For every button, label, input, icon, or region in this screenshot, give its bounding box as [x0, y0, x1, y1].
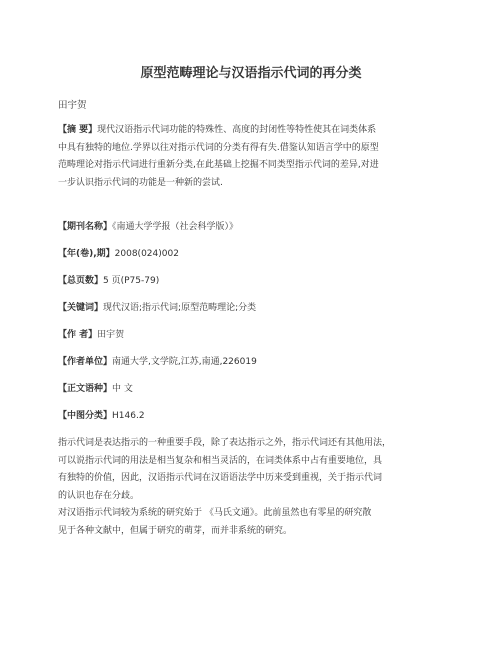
- field-classification: [58, 408, 448, 426]
- field-value: H146.2: [112, 411, 145, 421]
- field-value: 《南通大学学报（社会科学版）》: [112, 222, 239, 232]
- page-title: 原型范畴理论与汉语指示代词的再分类: [140, 66, 362, 81]
- body-text: [58, 435, 453, 540]
- field-value: 田宇贺: [97, 330, 125, 340]
- field-label: 【关键词】: [58, 303, 104, 313]
- field-label: 【年(卷),期】: [58, 249, 115, 259]
- field-value: 中 文: [112, 384, 133, 394]
- field-year-volume-issue: [58, 246, 448, 264]
- body-line: 指示代词是表达指示的一种重要手段，除了表达指示之外，指示代词还有其他用法，: [58, 438, 392, 448]
- field-label: 【中图分类】: [58, 411, 113, 421]
- field-language: [58, 381, 448, 399]
- field-total-pages: [58, 273, 448, 291]
- field-value: 现代汉语;指示代词;原型范畴理论;分类: [103, 303, 257, 313]
- body-line: 有独特的价值，因此，汉语指示代词在汉语语法学中历来受到重视，关于指示代词: [58, 473, 383, 483]
- abstract-line: 范畴理论对指示代词进行重新分类,在此基础上挖掘不同类型指示代词的差异,对进: [58, 160, 379, 170]
- field-label: 【期刊名称】: [58, 222, 113, 232]
- field-label: 【正文语种】: [58, 384, 113, 394]
- field-value: 南通大学,文学院,江苏,南通,226019: [112, 357, 257, 367]
- field-label: 【作者单位】: [58, 357, 113, 367]
- field-value: 5 页(P75-79): [103, 276, 160, 286]
- field-affiliation: [58, 354, 448, 372]
- field-journal: [58, 219, 448, 237]
- abstract-line: 一步认识指示代词的功能是一种新的尝试.: [58, 177, 223, 188]
- abstract-line: 中具有独特的地位.学界以往对指示代词的分类有得有失.借鉴认知语言学中的原型: [58, 142, 379, 153]
- body-line: 见于各种文献中，但属于研究的萌芽，而并非系统的研究。: [58, 525, 293, 536]
- abstract-label: 【摘 要】: [58, 125, 98, 135]
- abstract-line: 现代汉语指示代词功能的特殊性、高度的封闭性等特性使其在词类体系: [97, 125, 377, 135]
- field-label: 【作 者】: [58, 330, 98, 340]
- field-label: 【总页数】: [58, 276, 104, 286]
- body-line: 对汉语指示代词较为系统的研究始于 《马氏文通》。此前虽然也有零星的研究散: [58, 508, 372, 518]
- body-line: 的认识也存在分歧。: [58, 490, 140, 501]
- field-value: 2008(024)002: [114, 249, 179, 259]
- author-name: 田宇贺: [58, 100, 87, 111]
- body-line: 可以说指示代词的用法是相当复杂和相当灵活的，在词类体系中占有重要地位，具: [58, 455, 383, 466]
- field-keywords: [58, 300, 448, 318]
- field-author: [58, 327, 448, 345]
- abstract-section: [58, 122, 448, 192]
